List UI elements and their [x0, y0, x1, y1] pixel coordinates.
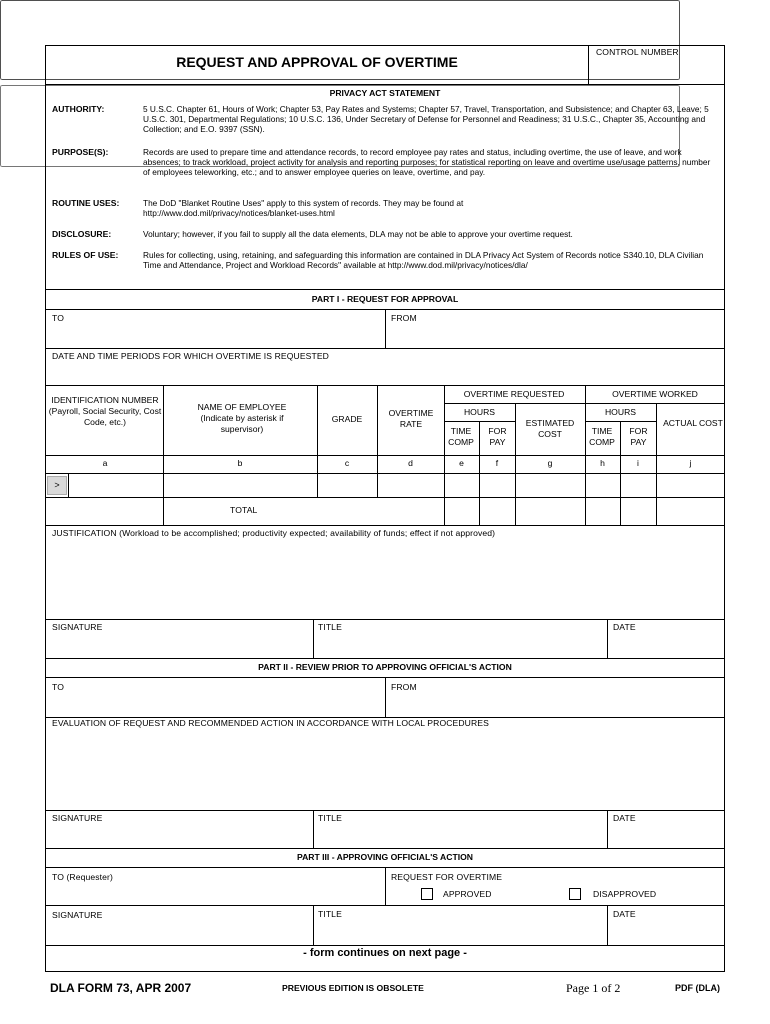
- part2-title-input[interactable]: [316, 827, 604, 846]
- dates-line: [45, 385, 725, 386]
- form-title: REQUEST AND APPROVAL OF OVERTIME: [176, 54, 458, 70]
- disclosure-label: DISCLOSURE:: [52, 229, 112, 239]
- evaluation-bottom: [45, 810, 725, 811]
- part3-signature-label: SIGNATURE: [52, 910, 103, 920]
- col-letter-d: d: [408, 458, 413, 468]
- authority-text: 5 U.S.C. Chapter 61, Hours of Work; Chapter 53, Pay Rates and Systems; Chapter 57, Travel, Transportation, and Subsistence; and Chapter 63, Leave; 5 U.S.C. 301, Departmental Regulations; 10 U.S.C. 136, Under Secretary of Defense for Personnel and Readiness; 31 U.S.C., Chapter 35, Accounting and Collection; and E.O. 9397 (SSN).: [143, 104, 709, 135]
- approved-checkbox[interactable]: [421, 888, 433, 900]
- part3-bottom: [45, 945, 725, 946]
- privacy-divider: [45, 289, 725, 290]
- page-number: Page 1 of 2: [566, 981, 621, 995]
- disapproved-checkbox[interactable]: [569, 888, 581, 900]
- for-pay-header-worked: FOR PAY: [629, 426, 648, 447]
- ot-requested-header: OVERTIME REQUESTED: [463, 389, 565, 399]
- part2-sig-divider: [313, 810, 314, 848]
- total-estimated-cost[interactable]: [516, 499, 584, 523]
- approved-label: APPROVED: [443, 889, 492, 899]
- hours-header-req: HOURS: [463, 407, 496, 417]
- col-letter-a: a: [102, 458, 108, 468]
- total-label: TOTAL: [230, 505, 258, 515]
- dates-label: DATE AND TIME PERIODS FOR WHICH OVERTIME IS REQUESTED: [52, 351, 329, 361]
- col-line-8: [620, 421, 621, 525]
- part1-date-divider: [607, 619, 608, 658]
- routine-uses-label: ROUTINE USES:: [52, 198, 120, 208]
- col-line-9: [656, 403, 657, 525]
- previous-edition-note: PREVIOUS EDITION IS OBSOLETE: [282, 983, 424, 993]
- actual-cost-header: ACTUAL COST: [663, 418, 723, 428]
- col-letter-c: c: [344, 458, 350, 468]
- control-divider: [588, 45, 589, 84]
- col-letter-j: j: [689, 458, 692, 468]
- col-letter-f: f: [495, 458, 499, 468]
- part2-bottom: [45, 848, 725, 849]
- col-line-6: [515, 403, 516, 525]
- part3-date-input[interactable]: [610, 923, 723, 943]
- rules-label: RULES OF USE:: [52, 250, 119, 260]
- part2-title-label: TITLE: [318, 813, 342, 823]
- header-divider: [45, 84, 725, 85]
- part1-to-divider: [385, 309, 386, 348]
- part2-to-divider: [385, 677, 386, 717]
- control-number-label: CONTROL NUMBER: [596, 47, 679, 57]
- part2-to-label: TO: [52, 682, 64, 692]
- request-overtime-label: REQUEST FOR OVERTIME: [391, 872, 503, 882]
- rules-text: Rules for collecting, using, retaining, and safeguarding this information are contained in DLA Privacy Act System of Records notice S340.10, DLA Civilian Time and Attendance, Project and Workload Records" available at http://www.dod.mil/privacy/notices/dla/: [143, 250, 704, 271]
- time-comp-header-worked: TIME COMP: [589, 426, 615, 447]
- pdf-dla: PDF (DLA): [675, 983, 720, 993]
- col-line-4: [444, 385, 445, 525]
- part3-title-input[interactable]: [316, 923, 604, 943]
- hours-header-worked: HOURS: [604, 407, 637, 417]
- part2-from-label: FROM: [391, 682, 417, 692]
- col-line-3: [377, 385, 378, 497]
- total-row-bottom: [45, 525, 725, 526]
- estimated-cost-header: ESTIMATED COST: [525, 418, 575, 439]
- part1-to-input[interactable]: [48, 326, 382, 346]
- control-number-input[interactable]: [590, 60, 724, 82]
- form-continues-note: - form continues on next page -: [303, 947, 467, 959]
- authority-label: AUTHORITY:: [52, 104, 105, 114]
- part3-title-label: TITLE: [318, 909, 342, 919]
- time-comp-header-req: TIME COMP: [448, 426, 474, 447]
- part1-date-input[interactable]: [610, 636, 723, 656]
- justification-bottom: [45, 619, 725, 620]
- part1-title-label: TITLE: [318, 622, 342, 632]
- part1-to-label: TO: [52, 313, 64, 323]
- part2-to-input[interactable]: [48, 695, 382, 715]
- part2-heading: PART II - REVIEW PRIOR TO APPROVING OFFICIAL'S ACTION: [258, 662, 512, 672]
- col-header-grade: GRADE: [331, 414, 363, 424]
- part3-heading: PART III - APPROVING OFFICIAL'S ACTION: [297, 852, 473, 862]
- col-line-5: [479, 421, 480, 525]
- col-header-name: NAME OF EMPLOYEE (Indicate by asterisk if supervisor): [197, 402, 287, 434]
- col-letter-h: h: [600, 458, 605, 468]
- part3-to-line: [45, 905, 725, 906]
- part2-date-input[interactable]: [610, 827, 723, 846]
- part2-date-divider: [607, 810, 608, 848]
- col-line-7: [585, 385, 586, 525]
- col-line-1: [163, 385, 164, 525]
- part1-heading: PART I - REQUEST FOR APPROVAL: [311, 294, 459, 304]
- table-header-bottom: [45, 455, 725, 456]
- part1-sig-divider: [313, 619, 314, 658]
- part1-title-input[interactable]: [316, 636, 604, 656]
- evaluation-label: EVALUATION OF REQUEST AND RECOMMENDED ACTION IN ACCORDANCE WITH LOCAL PROCEDURES: [52, 718, 489, 728]
- part3-date-label: DATE: [613, 909, 636, 919]
- part2-from-input[interactable]: [388, 695, 722, 715]
- disclosure-text: Voluntary; however, if you fail to supply all the data elements, DLA may not be able to approve your overtime request.: [143, 229, 573, 239]
- part3-to-divider: [385, 867, 386, 905]
- part1-from-input[interactable]: [388, 326, 722, 346]
- for-pay-header-req: FOR PAY: [488, 426, 507, 447]
- purpose-label: PURPOSE(S):: [52, 147, 109, 157]
- col-letter-e: e: [459, 458, 464, 468]
- col-line-2: [317, 385, 318, 497]
- part1-from-label: FROM: [391, 313, 417, 323]
- dates-input[interactable]: [48, 364, 722, 384]
- part3-date-divider: [607, 905, 608, 945]
- part3-to-label: TO (Requester): [52, 872, 113, 882]
- part1-bottom: [45, 658, 725, 659]
- purpose-text: Records are used to prepare time and attendance records, to record employee pay rates and status, including overtime, the use of leave, and work absences; to track workload, project activity for analysis and reporting purposes; for statistical reporting on leave and overtime use/usage patterns, number of employees teleworking, etc.; and to answer employee queries on leave, overtime, and pay.: [143, 147, 711, 178]
- data-row-bottom: [45, 497, 725, 498]
- routine-uses-text: The DoD "Blanket Routine Uses" apply to this system of records. They may be found at http://www.dod.mil/privacy/notices/blanket-uses.html: [143, 198, 464, 219]
- part2-signature-label: SIGNATURE: [52, 813, 103, 823]
- add-row-button[interactable]: >: [47, 476, 67, 495]
- disapproved-label: DISAPPROVED: [593, 889, 657, 899]
- table-row[interactable]: [68, 474, 725, 497]
- col-header-id: IDENTIFICATION NUMBER (Payroll, Social Security, Cost Code, etc.): [48, 395, 162, 427]
- col-letter-g: g: [547, 458, 553, 468]
- total-actual-cost[interactable]: [657, 499, 724, 523]
- ot-worked-header: OVERTIME WORKED: [612, 389, 698, 399]
- part3-to-input[interactable]: [48, 885, 382, 904]
- part1-signature-label: SIGNATURE: [52, 622, 103, 632]
- form-id: DLA FORM 73, APR 2007: [50, 981, 192, 995]
- col-header-rate: OVERTIME RATE: [388, 408, 434, 429]
- part1-date-label: DATE: [613, 622, 636, 632]
- part3-sig-divider: [313, 905, 314, 945]
- col-letter-b: b: [237, 458, 243, 468]
- part1-to-line: [45, 348, 725, 349]
- privacy-heading: PRIVACY ACT STATEMENT: [329, 88, 441, 98]
- col-letter-i: i: [637, 458, 639, 468]
- justification-label: JUSTIFICATION (Workload to be accomplished; productivity expected; availability of funds; effect if not approved): [52, 528, 496, 538]
- part2-date-label: DATE: [613, 813, 636, 823]
